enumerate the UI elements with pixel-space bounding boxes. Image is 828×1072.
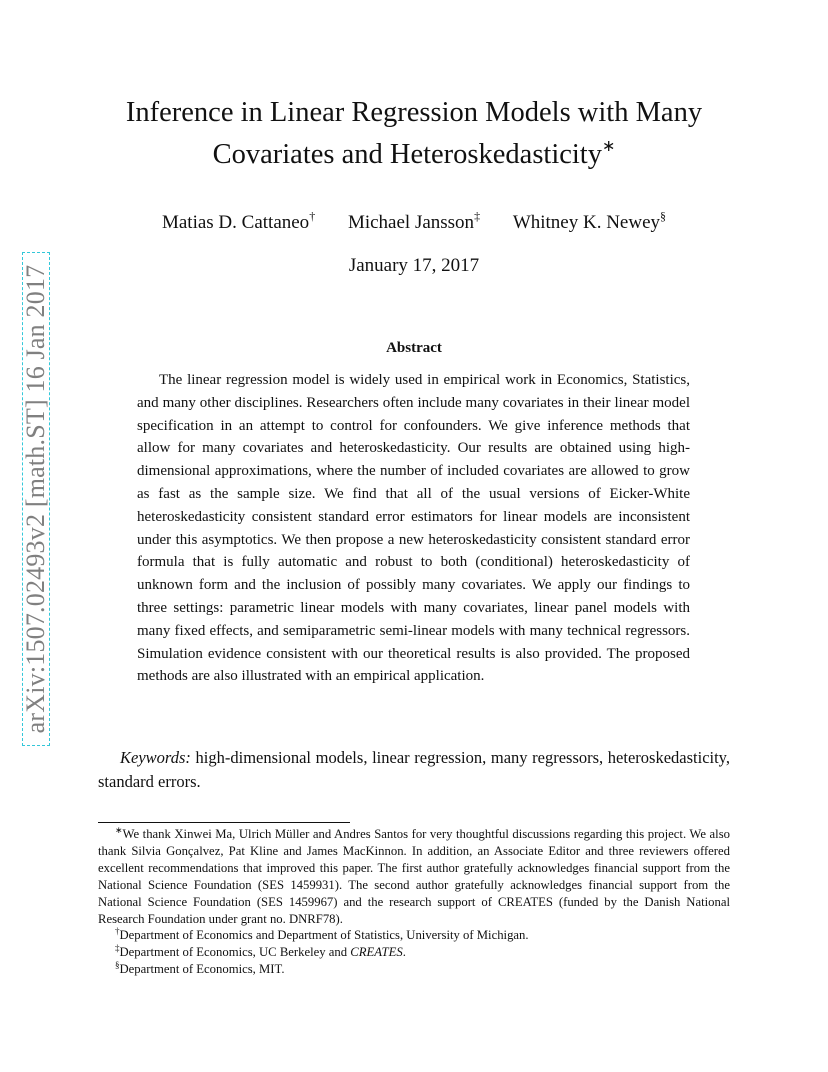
author-mark: † xyxy=(309,209,316,223)
author-name: Matias D. Cattaneo xyxy=(161,212,310,233)
author xyxy=(161,209,316,234)
author-name: Michael Jansson xyxy=(347,212,475,233)
keywords-text: high-dimensional models, linear regression, many regressors, heteroskedasticity, standard errors. xyxy=(98,748,730,791)
footnote-text: Department of Economics and Department of Statistics, University of Michigan. xyxy=(119,928,529,943)
footnote-rule xyxy=(98,822,350,823)
arxiv-stamp[interactable] xyxy=(22,252,50,746)
paper-date: January 17, 2017 xyxy=(348,255,480,276)
keywords xyxy=(98,746,730,794)
footnote-mark: ‡ xyxy=(115,943,120,954)
author-list xyxy=(100,209,728,234)
footnote-mark: § xyxy=(115,960,120,971)
author-mark: ‡ xyxy=(474,209,481,223)
title-footnote-mark: ∗ xyxy=(601,138,616,155)
paper-title xyxy=(100,92,728,176)
footnotes xyxy=(98,826,730,978)
footnote-tail: . xyxy=(402,945,406,960)
footnote-affiliation-2 xyxy=(98,944,730,961)
author-name: Whitney K. Newey xyxy=(512,212,661,233)
abstract-text: The linear regression model is widely used in empirical work in Economics, Statistics, and many other disciplines. Researchers often include many covariates in their linear model specification in an attempt to control for confounders. We give inference methods that allow for many covariates and heteroskedasticity. Our results are obtained using high-dimensional approximations, where the number of included covariates are allowed to grow as fast as the sample size. We find that all of the usual versions of Eicker-White heteroskedasticity consistent standard error estimators for linear models are inconsistent under this asymptotics. We then propose a new heteroskedasticity consistent standard error formula that is fully automatic and robust to both (conditional) heteroskedasticity of unknown form and the inclusion of possibly many covariates. We apply our findings to three settings: parametric linear models with many covariates, linear panel models with many fixed effects, and semiparametric semi-linear models with many technical regressors. Simulation evidence consistent with our theoretical results is also provided. The proposed methods are also illustrated with an empirical application. xyxy=(137,372,690,685)
abstract-heading: Abstract xyxy=(386,340,442,356)
title-line-2: Covariates and Heteroskedasticity xyxy=(212,139,602,170)
footnote-acknowledgements xyxy=(98,826,730,927)
title-line-1: Inference in Linear Regression Models with Many xyxy=(125,97,703,128)
footnote-emphasis: CREATES xyxy=(350,945,403,960)
footnote-affiliation-3 xyxy=(98,961,730,978)
keywords-label: Keywords: xyxy=(120,748,191,767)
footnote-affiliation-1 xyxy=(98,927,730,944)
footnote-text: Department of Economics, MIT. xyxy=(119,962,285,977)
footnote-text: We thank Xinwei Ma, Ulrich Müller and Andres Santos for very thoughtful discussions regarding this project. We also thank Silvia Gonçalvez, Pat Kline and James MacKinnon. In addition, an Associate Editor and three reviewers offered excellent recommendations that improved this paper. The first author gratefully acknowledges financial support from the National Science Foundation (SES 1459931). The second author gratefully acknowledges financial support from the National Science Foundation (SES 1459967) and the research support of CREATES (funded by the Danish National Research Foundation under grant no. DNRF78). xyxy=(98,827,730,926)
footnote-text: Department of Economics, UC Berkeley and xyxy=(119,945,351,960)
author xyxy=(347,209,481,234)
arxiv-stamp-text: arXiv:1507.02493v2 [math.ST] 16 Jan 2017 xyxy=(21,264,50,734)
author-mark: § xyxy=(660,209,667,223)
footnote-mark: † xyxy=(115,926,120,937)
author xyxy=(512,209,667,234)
footnote-mark: ∗ xyxy=(115,825,123,835)
